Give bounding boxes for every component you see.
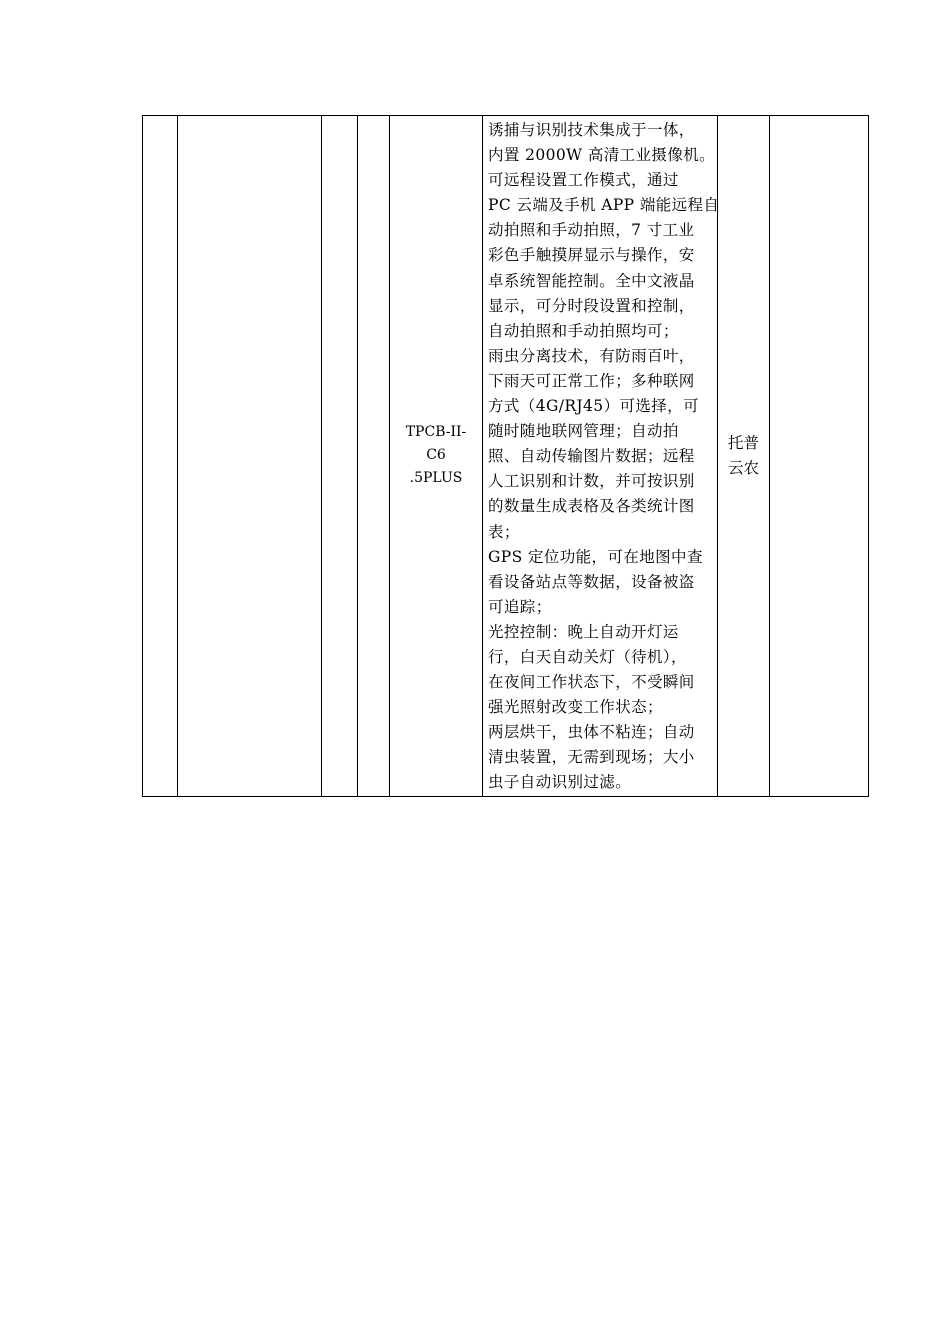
unit-cell bbox=[358, 116, 390, 797]
description-line: 可远程设置工作模式，通过 bbox=[488, 171, 679, 190]
brand-line: 云农 bbox=[727, 458, 759, 477]
description-line: 照、自动传输图片数据；远程 bbox=[488, 447, 695, 466]
remarks-cell bbox=[770, 116, 869, 797]
description-line: 动拍照和手动拍照，7 寸工业 bbox=[488, 221, 695, 240]
description-line: 光控控制：晚上自动开灯运 bbox=[488, 622, 679, 641]
model-cell bbox=[390, 116, 483, 797]
product-spec-table bbox=[142, 115, 869, 797]
description-line: 两层烘干，虫体不粘连；自动 bbox=[488, 723, 695, 742]
model-line: C6 bbox=[426, 447, 446, 464]
description-line: 随时随地联网管理；自动拍 bbox=[488, 422, 679, 441]
brand-line: 托普 bbox=[727, 433, 759, 452]
description-line: 诱捕与识别技术集成于一体， bbox=[488, 121, 695, 139]
description-line: 方式（4G/RJ45）可选择，可 bbox=[488, 397, 699, 416]
description-line: GPS 定位功能，可在地图中查 bbox=[488, 547, 703, 566]
description-line: 人工识别和计数，并可按识别 bbox=[488, 472, 695, 491]
description-line: 行，白天自动关灯（待机）， bbox=[488, 647, 687, 666]
model-line: TPCB-II- bbox=[405, 424, 467, 441]
description-line: 可追踪； bbox=[488, 597, 552, 616]
table-row bbox=[143, 116, 869, 797]
quantity-cell bbox=[322, 116, 358, 797]
description-line: 自动拍照和手动拍照均可； bbox=[488, 321, 679, 340]
name-cell bbox=[178, 116, 322, 797]
description-line: 雨虫分离技术，有防雨百叶， bbox=[488, 346, 695, 365]
description-line: 强光照射改变工作状态； bbox=[488, 698, 663, 717]
brand-cell bbox=[718, 116, 770, 797]
model-line: .5PLUS bbox=[409, 470, 463, 487]
description-line: 内置 2000W 高清工业摄像机。 bbox=[488, 146, 716, 165]
index-cell bbox=[143, 116, 178, 797]
description-line: 在夜间工作状态下，不受瞬间 bbox=[488, 673, 695, 692]
description-line: 显示，可分时段设置和控制， bbox=[488, 296, 695, 315]
description-line: 虫子自动识别过滤。 bbox=[488, 773, 632, 792]
description-line: PC 云端及手机 APP 端能远程自 bbox=[488, 196, 720, 215]
description-cell bbox=[483, 116, 718, 797]
description-line: 清虫装置，无需到现场；大小 bbox=[488, 748, 695, 767]
description-line: 彩色手触摸屏显示与操作，安 bbox=[488, 246, 695, 265]
description-line: 卓系统智能控制。全中文液晶 bbox=[488, 271, 695, 290]
description-line: 看设备站点等数据，设备被盗 bbox=[488, 572, 695, 591]
description-line: 的数量生成表格及各类统计图 bbox=[488, 497, 695, 516]
description-line: 下雨天可正常工作；多种联网 bbox=[488, 371, 695, 390]
description-line: 表； bbox=[488, 522, 520, 541]
